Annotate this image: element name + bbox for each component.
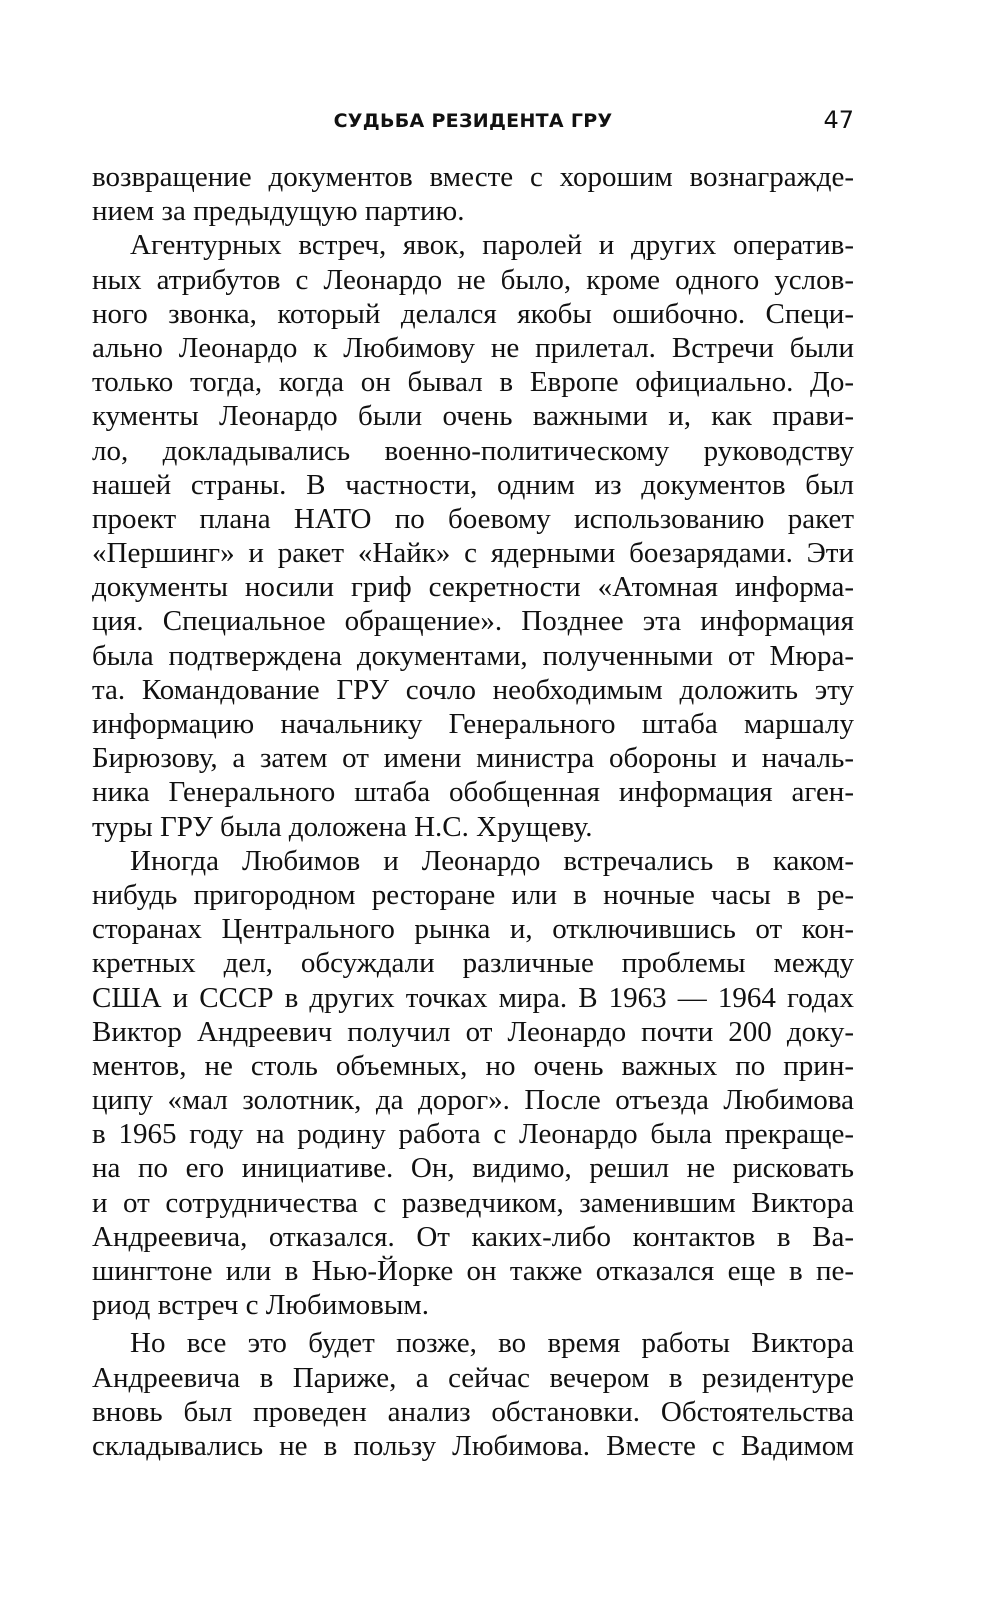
- text-line: нибудь пригородном ресторане или в ночные часы в ре-: [92, 878, 854, 911]
- running-title: СУДЬБА РЕЗИДЕНТА ГРУ: [333, 110, 613, 132]
- body-text: [92, 160, 854, 1463]
- text-line: сторанах Центрального рынка и, отключившись от кон-: [92, 913, 854, 946]
- text-line: кументы Леонардо были очень важными и, как прави-: [92, 400, 854, 433]
- text-line: Иногда Любимов и Леонардо встречались в каком-: [130, 844, 854, 877]
- text-line: возвращение документов вместе с хорошим вознагражде-: [92, 161, 854, 193]
- text-line: ально Леонардо к Любимову не прилетал. Встречи были: [92, 331, 854, 364]
- text-line: вновь был проведен анализ обстановки. Обстоятельства: [92, 1395, 854, 1428]
- running-head: [92, 106, 854, 146]
- text-line: нашей страны. В частности, одним из документов был: [92, 468, 854, 501]
- text-line: Но все это будет позже, во время работы Виктора: [130, 1327, 854, 1360]
- text-line: ло, докладывались военно-политическому руководству: [92, 434, 854, 467]
- text-line: документы носили гриф секретности «Атомная информа-: [92, 571, 854, 604]
- text-line: ция. Специальное обращение». Позднее эта информация: [92, 605, 854, 638]
- text-line: ника Генерального штаба обобщенная информация аген-: [92, 776, 854, 809]
- paragraph: [92, 844, 854, 1323]
- text-line: Андреевича, отказался. От каких-либо контактов в Ва-: [92, 1220, 854, 1253]
- text-line: на по его инициативе. Он, видимо, решил не рисковать: [92, 1152, 854, 1185]
- text-line: Виктор Андреевич получил от Леонардо почти 200 доку-: [92, 1015, 854, 1048]
- text-line: проект плана НАТО по боевому использованию ракет: [92, 502, 854, 535]
- text-line: нием за предыдущую партию.: [92, 195, 465, 228]
- text-line: была подтверждена документами, полученными от Мюра-: [92, 639, 854, 672]
- text-line: риод встреч с Любимовым.: [92, 1289, 429, 1322]
- text-line: США и СССР в других точках мира. В 1963 — 1964 годах: [92, 981, 854, 1014]
- text-line: Бирюзову, а затем от имени министра обороны и началь-: [92, 742, 854, 775]
- text-line: и от сотрудничества с разведчиком, заменившим Виктора: [92, 1186, 854, 1219]
- text-line: ментов, не столь объемных, но очень важных по прин-: [92, 1049, 854, 1082]
- paragraph: [92, 160, 854, 228]
- text-line: Агентурных встреч, явок, паролей и других оператив-: [130, 229, 854, 262]
- text-line: туры ГРУ была доложена Н.С. Хрущеву.: [92, 810, 593, 843]
- text-line: информацию начальнику Генерального штаба маршалу: [92, 708, 854, 740]
- page-number: 47: [823, 106, 854, 134]
- text-line: шингтоне или в Нью-Йорке он также отказался еще в пе-: [92, 1255, 854, 1287]
- text-line: ного звонка, который делался якобы ошибочно. Специ-: [92, 297, 854, 330]
- paragraph: [92, 1326, 854, 1463]
- text-line: кретных дел, обсуждали различные проблемы между: [92, 947, 854, 980]
- text-line: в 1965 году на родину работа с Леонардо была прекраще-: [92, 1118, 854, 1151]
- text-line: Андреевича в Париже, а сейчас вечером в резидентуре: [92, 1361, 854, 1394]
- text-line: та. Командование ГРУ сочло необходимым доложить эту: [92, 673, 854, 706]
- text-line: только тогда, когда он бывал в Европе официально. До-: [92, 366, 854, 399]
- text-line: складывались не в пользу Любимова. Вместе с Вадимом: [92, 1429, 854, 1462]
- text-line: ципу «мал золотник, да дорог». После отъезда Любимова: [92, 1084, 854, 1117]
- text-line: ных атрибутов с Леонардо не было, кроме одного услов-: [92, 263, 854, 296]
- paragraph: [92, 228, 854, 843]
- text-line: «Першинг» и ракет «Найк» с ядерными боезарядами. Эти: [92, 537, 854, 570]
